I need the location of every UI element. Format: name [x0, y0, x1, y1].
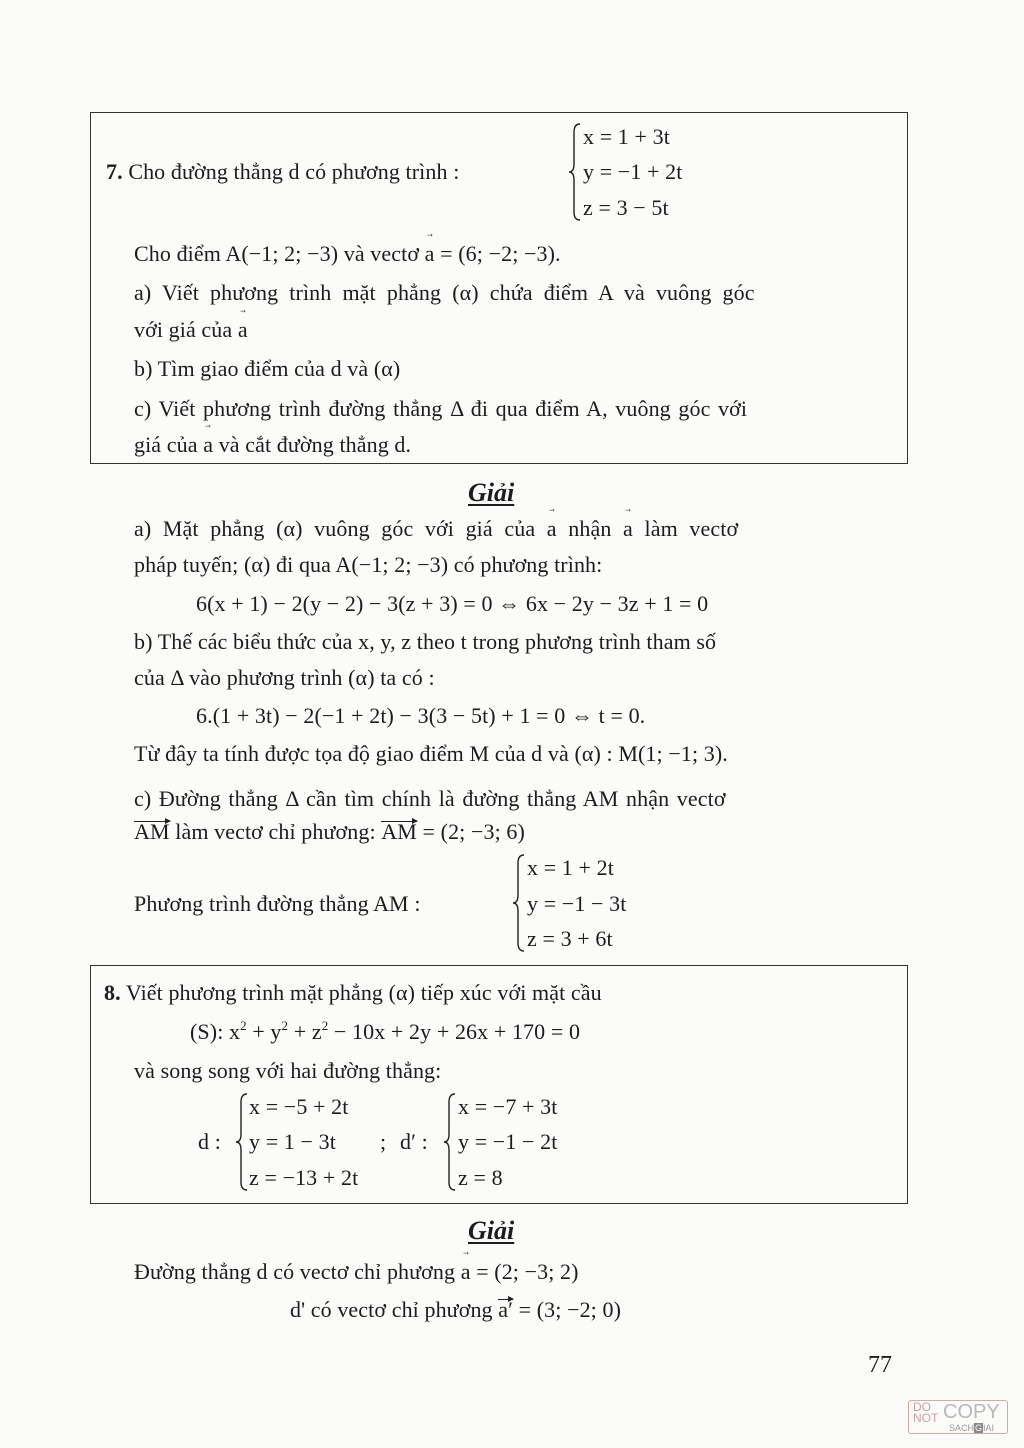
exponent: 2 — [321, 1018, 329, 1033]
sphere-text: − 10x + 2y + 26x + 170 = 0 — [328, 1019, 581, 1044]
brace-icon — [235, 1092, 249, 1192]
stamp-sach: SACH — [949, 1423, 975, 1433]
solution-a-text: a) Mặt phẳng (α) vuông góc với giá của — [134, 516, 547, 541]
d2-system-eq-3: z = 8 — [458, 1165, 503, 1190]
solution-8-value: = (2; −3; 2) — [470, 1259, 579, 1284]
separator: ; — [380, 1129, 387, 1154]
problem-7-intro — [106, 159, 459, 185]
solution-8-value: = (3; −2; 0) — [513, 1297, 622, 1322]
stamp-brand — [949, 1423, 994, 1433]
solution-a-text-end: làm vectơ — [632, 516, 739, 541]
exponent: 2 — [240, 1018, 247, 1033]
stamp-g-logo-icon: G — [975, 1423, 983, 1433]
brace-icon — [568, 122, 582, 222]
solution-c-text: làm vectơ chỉ phương: — [169, 819, 382, 844]
exponent: 2 — [281, 1018, 289, 1033]
vector-a: → a — [238, 317, 248, 343]
solution-b-line-2: của Δ vào phương trình (α) ta có : — [134, 665, 435, 690]
part-b-question: b) Tìm giao điểm của d và (α) — [134, 356, 401, 381]
sphere-text: + z — [288, 1019, 322, 1044]
brace-icon — [512, 853, 526, 953]
d2-system-eq-2: y = −1 − 2t — [458, 1129, 558, 1154]
line-d2-label: d′ : — [400, 1129, 428, 1154]
problem-8-intro — [104, 980, 602, 1006]
solution-c-line-2 — [134, 819, 525, 845]
vector-a: → a — [547, 516, 557, 542]
watermark-stamp — [908, 1400, 1008, 1434]
solution-b-line-1: b) Thế các biểu thức của x, y, z theo t trong phương trình tham số — [134, 629, 717, 654]
solution-8-title: Giải — [468, 1216, 515, 1245]
solution-8-line-1 — [134, 1259, 579, 1285]
parallel-lines-text: và song song với hai đường thẳng: — [134, 1058, 442, 1083]
vector-a: → a — [203, 432, 213, 458]
am-system-eq-1: x = 1 + 2t — [527, 855, 614, 880]
stamp-iai: IAI — [983, 1423, 995, 1433]
sphere-text: + y — [246, 1019, 282, 1044]
problem-number: 8. — [104, 980, 121, 1005]
part-a-text: với giá của — [134, 317, 238, 342]
sphere-equation — [190, 1019, 580, 1045]
brace-icon — [443, 1092, 457, 1192]
vector-a: → a — [425, 241, 435, 267]
d-system-eq-2: y = 1 − 3t — [249, 1129, 336, 1154]
part-c-question-2 — [134, 432, 411, 458]
part-c-question-1: c) Viết phương trình đường thẳng Δ đi qua điểm A, vuông góc với — [134, 396, 748, 421]
stamp-copy: COPY — [943, 1401, 1000, 1423]
vector-a: → a — [461, 1259, 471, 1285]
system-eq-2: y = −1 + 2t — [583, 159, 683, 184]
am-system-eq-2: y = −1 − 3t — [527, 891, 627, 916]
line-d-label: d : — [198, 1129, 221, 1154]
stamp-do: DO — [913, 1400, 931, 1414]
solution-a-line-2: pháp tuyến; (α) đi qua A(−1; 2; −3) có phương trình: — [134, 552, 603, 577]
vector-a-prime: a′ — [498, 1297, 514, 1322]
part-c-text: giá của — [134, 432, 204, 457]
sphere-text: (S): x — [190, 1019, 241, 1044]
d-system-eq-3: z = −13 + 2t — [249, 1165, 359, 1190]
vector-am: AM — [134, 819, 170, 844]
solution-8-line-2 — [290, 1297, 621, 1323]
am-system-eq-3: z = 3 + 6t — [527, 926, 613, 951]
given-value: = (6; −2; −3). — [434, 241, 561, 266]
vector-am: AM — [381, 819, 417, 844]
solution-b-result: Từ đây ta tính được tọa độ giao điểm M của d và (α) : M(1; −1; 3). — [134, 741, 728, 766]
problem-8-intro-text: Viết phương trình mặt phẳng (α) tiếp xúc với mặt cầu — [125, 980, 602, 1005]
problem-7-given — [134, 241, 561, 267]
d-system-eq-1: x = −5 + 2t — [249, 1094, 349, 1119]
stamp-not: NOT — [913, 1411, 939, 1425]
page-number: 77 — [868, 1352, 892, 1378]
solution-b-equation: 6.(1 + 3t) − 2(−1 + 2t) − 3(3 − 5t) + 1 = 0 ⇔ t = 0. — [196, 703, 646, 728]
solution-a-line-1 — [134, 516, 738, 542]
given-text: Cho điểm A(−1; 2; −3) và vectơ — [134, 241, 425, 266]
solution-a-equation: 6(x + 1) − 2(y − 2) − 3(z + 3) = 0 ⇔ 6x − 2y − 3z + 1 = 0 — [196, 591, 709, 616]
problem-7-intro-text: Cho đường thẳng d có phương trình : — [128, 159, 460, 184]
part-a-question-2 — [134, 317, 248, 343]
system-eq-3: z = 3 − 5t — [583, 195, 669, 220]
solution-8-text: d' có vectơ chỉ phương — [290, 1297, 499, 1322]
problem-number: 7. — [106, 159, 123, 184]
solution-8-text: Đường thẳng d có vectơ chỉ phương — [134, 1259, 461, 1284]
solution-c-value: = (2; −3; 6) — [416, 819, 525, 844]
solution-c-line-1: c) Đường thẳng Δ cần tìm chính là đường thẳng AM nhận vectơ — [134, 786, 726, 811]
vector-a: → a — [623, 516, 633, 542]
part-c-text-end: và cắt đường thẳng d. — [213, 432, 412, 457]
system-eq-1: x = 1 + 3t — [583, 124, 670, 149]
part-a-question-1: a) Viết phương trình mặt phẳng (α) chứa điểm A và vuông góc — [134, 280, 755, 305]
solution-7-title: Giải — [468, 478, 515, 507]
d2-system-eq-1: x = −7 + 3t — [458, 1094, 558, 1119]
solution-a-text-mid: nhận — [556, 516, 624, 541]
am-equation-label: Phương trình đường thẳng AM : — [134, 891, 421, 916]
